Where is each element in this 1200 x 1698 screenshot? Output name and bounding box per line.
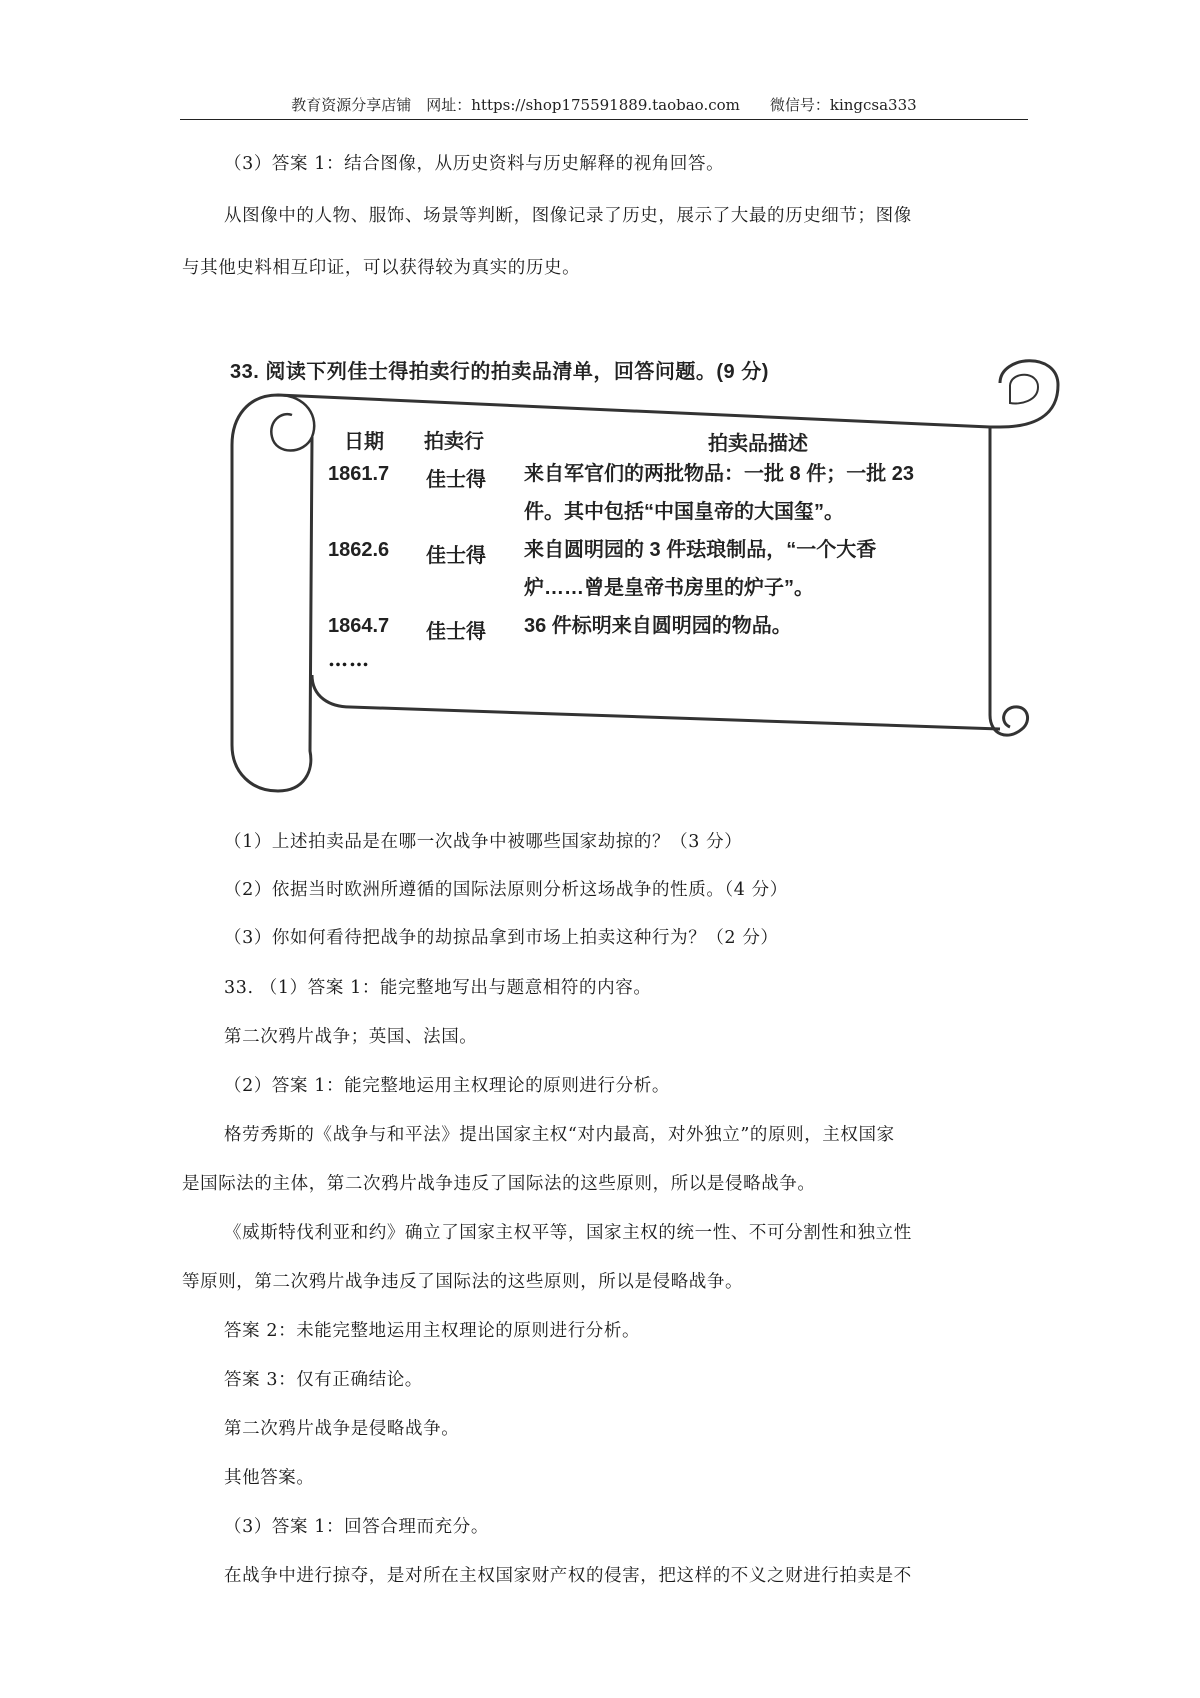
auction-table [328,425,968,653]
answer-1-text: 第二次鸦片战争；英国、法国。 [224,1027,478,1047]
answer-2-level2: 答案 2：未能完整地运用主权理论的原则进行分析。 [224,1321,641,1341]
row-description-line1: 来自圆明园的 3 件珐琅制品，“一个大香 [524,539,877,561]
table-ellipsis: …… [328,647,370,671]
row-date: 1861.7 [328,463,390,485]
column-header-description: 拍卖品描述 [708,433,808,455]
question-1: （1）上述拍卖品是在哪一次战争中被哪些国家劫掠的？（3 分） [224,832,743,852]
column-header-date: 日期 [344,431,384,453]
row-description [524,607,1004,645]
question-33-title: 33. 阅读下列佳士得拍卖行的拍卖品清单，回答问题。(9 分) [230,361,769,383]
answer-3-label: （3）答案 1：回答合理而充分。 [224,1517,489,1537]
answer-2-label: （2）答案 1：能完整地运用主权理论的原则进行分析。 [224,1076,670,1096]
row-house: 佳士得 [426,621,486,643]
answer-2-level3-text: 第二次鸦片战争是侵略战争。 [224,1419,460,1439]
question-2: （2）依据当时欧洲所遵循的国际法原则分析这场战争的性质。（4 分） [224,880,788,900]
row-description-line2: 炉……曾是皇帝书房里的炉子”。 [524,577,814,599]
answer3-paragraph-line2: 与其他史料相互印证，可以获得较为真实的历史。 [182,258,581,278]
answer3-label: （3）答案 1：结合图像，从历史资料与历史解释的视角回答。 [224,154,725,174]
table-row [328,615,968,653]
answer-1-label: 33. （1）答案 1：能完整地写出与题意相符的内容。 [224,978,652,998]
table-row [328,539,968,615]
row-house: 佳士得 [426,469,486,491]
row-description [524,455,1004,531]
row-description-line1: 来自军官们的两批物品：一批 8 件；一批 23 [524,463,915,485]
row-date: 1864.7 [328,615,390,637]
answer-2-paragraph1-line2: 是国际法的主体，第二次鸦片战争违反了国际法的这些原则，所以是侵略战争。 [182,1174,816,1194]
answer-2-paragraph2-line1: 《威斯特伐利亚和约》确立了国家主权平等，国家主权的统一性、不可分割性和独立性 [224,1223,912,1243]
row-description-line2: 件。其中包括“中国皇帝的大国玺”。 [524,501,844,523]
row-house: 佳士得 [426,545,486,567]
header-divider [180,119,1028,120]
answer-3-text: 在战争中进行掠夺，是对所在主权国家财产权的侵害，把这样的不义之财进行拍卖是不 [224,1566,912,1586]
row-description-line1: 36 件标明来自圆明园的物品。 [524,615,792,637]
answer3-paragraph-line1: 从图像中的人物、服饰、场景等判断，图像记录了历史，展示了大最的历史细节；图像 [224,206,912,226]
row-date: 1862.6 [328,539,390,561]
answer-2-other: 其他答案。 [224,1468,315,1488]
question-3: （3）你如何看待把战争的劫掠品拿到市场上拍卖这种行为？（2 分） [224,928,779,948]
column-header-house: 拍卖行 [424,431,484,453]
auction-list-figure [230,345,1070,805]
page-header: 教育资源分享店铺 网址：https://shop175591889.taobao.com 微信号：kingcsa333 [291,96,917,114]
row-description [524,531,1004,607]
table-row [328,463,968,539]
answer-2-paragraph1-line1: 格劳秀斯的《战争与和平法》提出国家主权“对内最高，对外独立”的原则，主权国家 [224,1125,895,1145]
answer-2-level3: 答案 3：仅有正确结论。 [224,1370,423,1390]
answer-2-paragraph2-line2: 等原则，第二次鸦片战争违反了国际法的这些原则，所以是侵略战争。 [182,1272,744,1292]
